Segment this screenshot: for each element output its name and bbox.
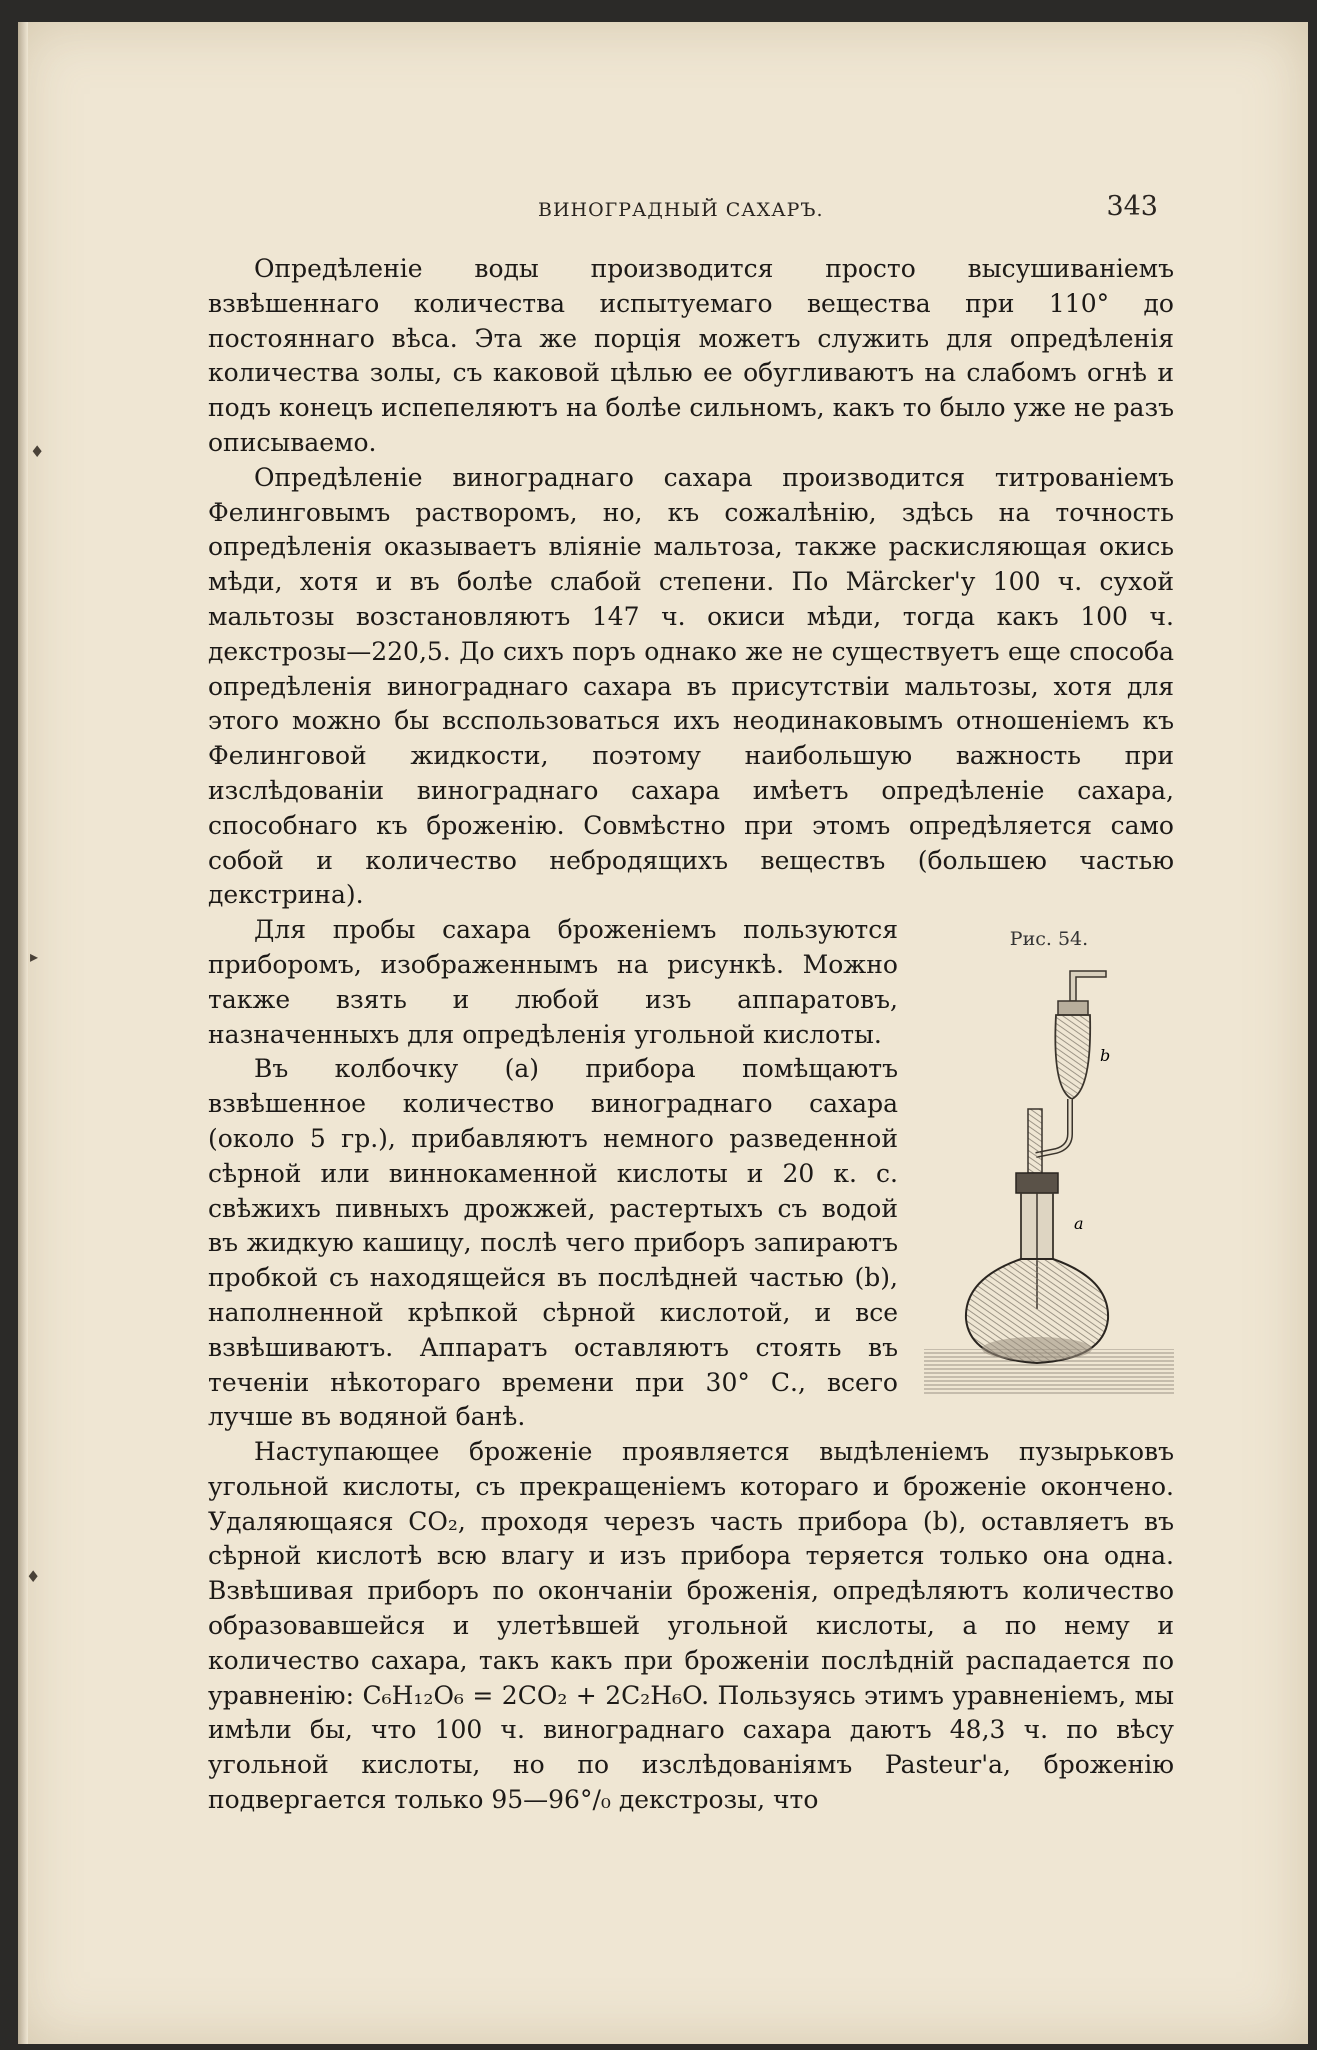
figure-fermentation-apparatus (924, 919, 1174, 1409)
page-number: 343 (1106, 191, 1158, 222)
page-spine-shadow (18, 22, 28, 2044)
book-page (18, 22, 1308, 2044)
fermentation-flask-illustration (924, 959, 1174, 1399)
running-title: ВИНОГРАДНЫЙ САХАРЪ. (538, 199, 824, 221)
page-header (18, 177, 1308, 222)
margin-mark: ♦ (30, 442, 45, 461)
paragraph-fermentation-result: Наступающее броженіе проявляется выдѣленіемъ пузырьковъ угольной кислоты, съ прекращеніемъ котораго и броженіе окончено. Удаляющаяся CO₂, проходя черезъ часть прибора (b), оставляетъ въ сѣрной кислотѣ всю влагу и изъ прибора теряется только она одна. Взвѣшивая приборъ по окончаніи броженія, опредѣляютъ количество образовавшейся и улетѣвшей угольной кислоты, а по нему и количество сахара, такъ какъ при броженіи послѣдній распадается по уравненію: C₆H₁₂O₆ = 2CO₂ + 2C₂H₆O. Пользуясь этимъ уравненіемъ, мы имѣли бы, что 100 ч. винограднаго сахара даютъ 48,3 ч. по вѣсу угольной кислоты, но по изслѣдованіямъ Pasteur'а, броженію подвергается только 95—96°/₀ декстрозы, что (208, 1437, 1174, 1815)
figure-label-a: a (1074, 1214, 1084, 1234)
paragraph-fermentation-test: Для пробы сахара броженіемъ пользуются приборомъ, изображеннымъ на рисункѣ. Можно также взять и любой изъ аппаратовъ, назначенныхъ для опредѣленія угольной кислоты. (208, 915, 898, 1049)
paragraph-grape-sugar-titration: Опредѣленіе винограднаго сахара производится титрованіемъ Фелинговымъ растворомъ, но, къ сожалѣнію, здѣсь на точность опредѣленія оказываетъ вліяніе мальтоза, также раскисляющая окись мѣди, хотя и въ болѣе слабой степени. По Märcker'у 100 ч. сухой мальтозы возстановляютъ 147 ч. окиси мѣди, тогда какъ 100 ч. декстрозы—220,5. До сихъ поръ однако же не существуетъ еще способа опредѣленія винограднаго сахара въ присутствіи мальтозы, хотя для этого можно бы всспользоваться ихъ неодинаковымъ отношеніемъ къ Фелинговой жидкости, поэтому наибольшую важность при изслѣдованіи винограднаго сахара имѣетъ опредѣленіе сахара, способнаго къ броженію. Совмѣстно при этомъ опредѣляется само собой и количество небродящихъ веществъ (большею частью декстрина). (208, 462, 1174, 910)
figure-label-b: b (1100, 1046, 1111, 1066)
margin-mark: ▸ (30, 947, 39, 966)
paragraph-water-determination: Опредѣленіе воды производится просто высушиваніемъ взвѣшеннаго количества испытуемаго вещества при 110° до постояннаго вѣса. Эта же порція можетъ служить для опредѣленія количества золы, съ каковой цѣлью ее обугливаютъ на слабомъ огнѣ и подъ конецъ испепеляютъ на болѣе сильномъ, какъ то было уже не разъ описываемо. (208, 254, 1174, 457)
paragraph-flask-procedure: Въ колбочку (a) прибора помѣщаютъ взвѣшенное количество винограднаго сахара (около 5 гр.), прибавляютъ немного разведенной сѣрной или виннокаменной кислоты и 20 к. с. свѣжихъ пивныхъ дрожжей, растертыхъ съ водой въ жидкую кашицу, послѣ чего приборъ запираютъ пробкой съ находящейся въ послѣдней частью (b), наполненной крѣпкой сѣрной кислотой, и все взвѣшиваютъ. Аппаратъ оставляютъ стоять въ теченіи нѣкотораго времени при 30° С., всего лучше въ водяной банѣ. (208, 1054, 898, 1432)
figure-caption: Рис. 54. (1009, 928, 1089, 951)
margin-mark: ♦ (26, 1567, 41, 1586)
body-text (208, 252, 1174, 1818)
